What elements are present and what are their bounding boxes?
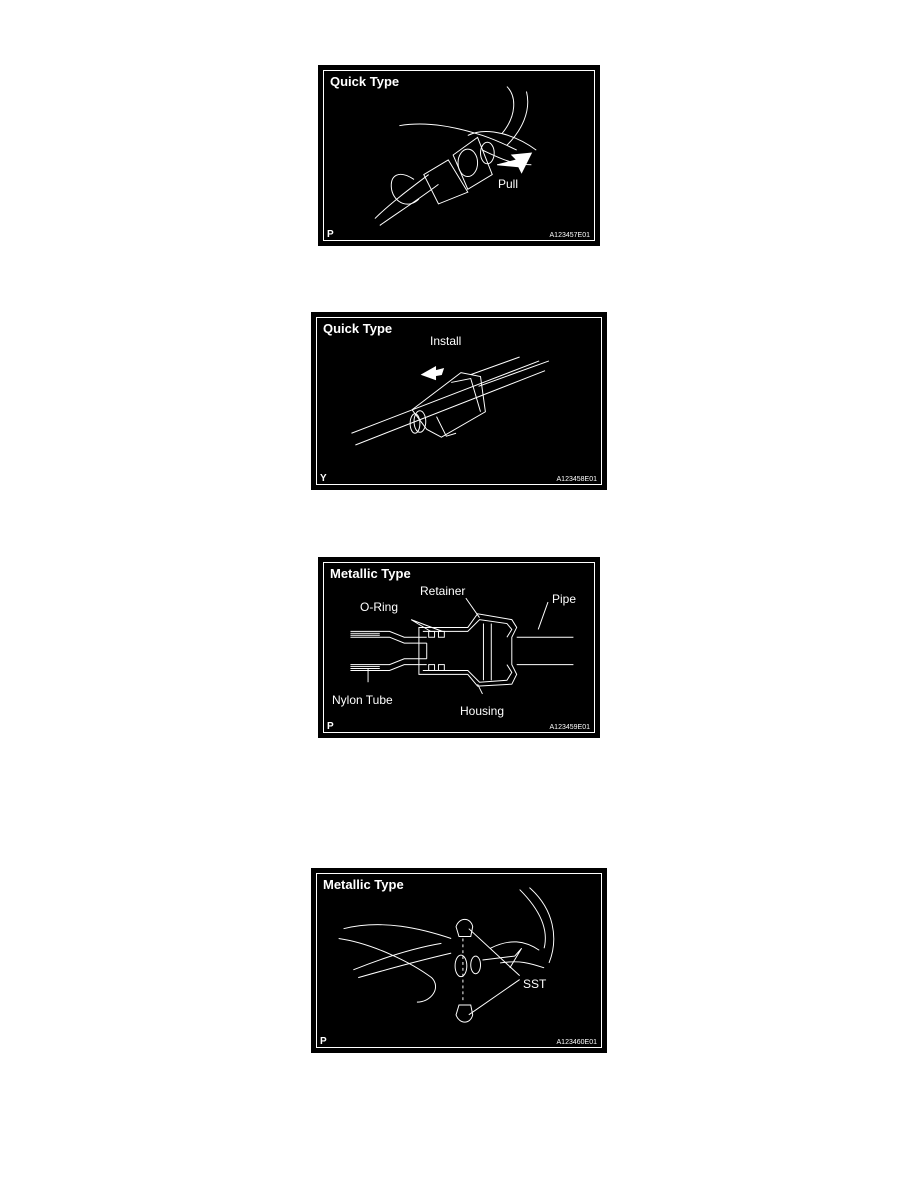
figure-code: A123457E01 [549,232,590,239]
view-letter: P [327,229,334,240]
view-letter: P [327,721,334,732]
figure-quick-type-pull [318,65,600,246]
install-label: Install [430,334,462,348]
sst-illustration [313,870,605,1051]
view-letter: Y [320,473,327,484]
figure-code: A123460E01 [556,1039,597,1046]
pull-label: Pull [498,177,519,191]
retainer-label: Retainer [420,584,466,598]
figure-title: Metallic Type [323,877,404,892]
figure-code: A123458E01 [556,476,597,483]
pull-illustration [320,67,598,244]
housing-label: Housing [460,704,505,718]
pipe-label: Pipe [552,592,577,606]
figure-title: Metallic Type [330,566,411,581]
figure-title: Quick Type [330,74,400,89]
figure-metallic-type-sst [311,868,607,1053]
figure-title: Quick Type [323,321,393,336]
figure-code: A123459E01 [549,724,590,731]
nylon-tube-label: Nylon Tube [332,693,393,707]
sst-label: SST [523,977,547,991]
o-ring-label: O-Ring [360,600,399,614]
figure-metallic-type-section [318,557,600,738]
figure-quick-type-install [311,312,607,490]
view-letter: P [320,1036,327,1047]
